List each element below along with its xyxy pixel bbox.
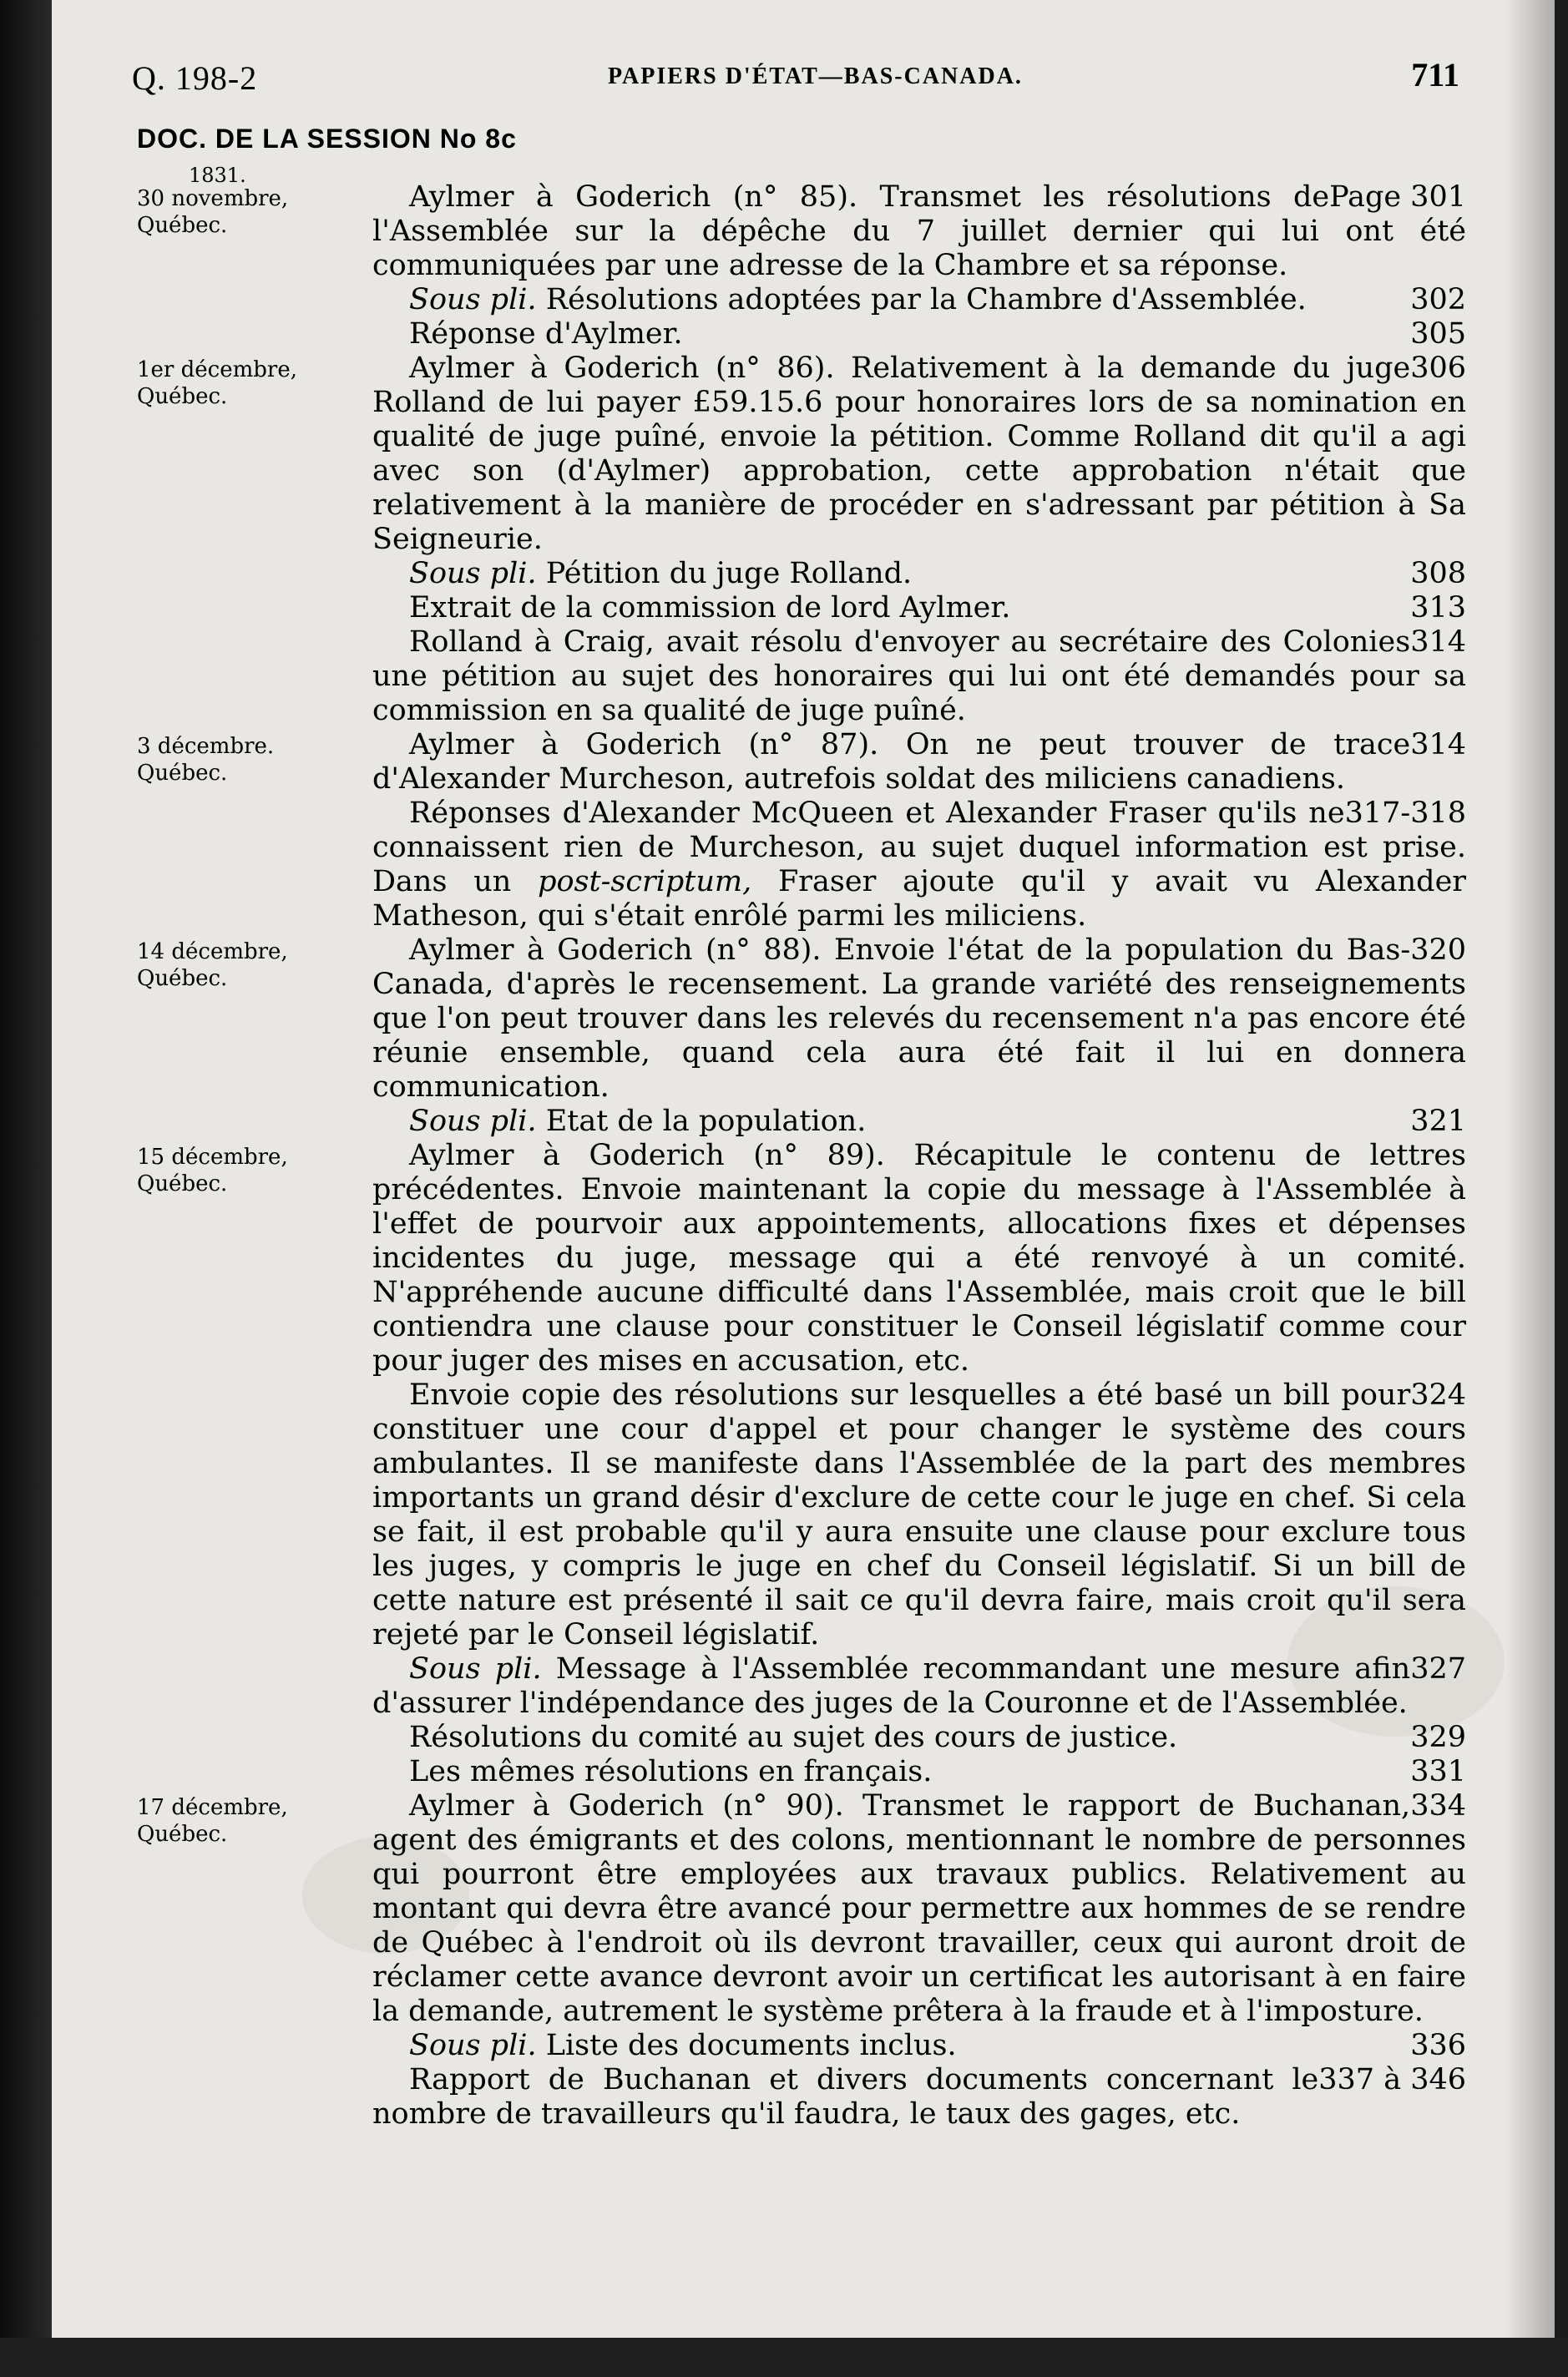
enclosure-text: Réponse d'Aylmer. bbox=[409, 317, 683, 351]
enclosure-item bbox=[372, 1378, 1466, 1652]
page-reference: 308 bbox=[1410, 557, 1466, 590]
page-reference: 305 bbox=[1410, 317, 1466, 351]
enclosure-text: Réponses d'Alexander McQueen et Alexander Fraser qu'ils ne connaissent rien de Murcheson, au sujet duquel information est prise. Dans un bbox=[372, 797, 1466, 898]
running-header bbox=[132, 48, 1459, 99]
entry-date-day: 15 décembre, bbox=[137, 1145, 288, 1170]
enclosure-item bbox=[372, 797, 1466, 933]
enclosure-text: Liste des documents inclus. bbox=[545, 2029, 957, 2062]
page-number: 711 bbox=[1411, 56, 1459, 94]
document-reference: Q. 198-2 bbox=[132, 59, 258, 97]
entry-summary-text: Aylmer à Goderich (n° 90). Transmet le rapport de Buchanan, agent des émigrants et des colons, mentionnant le nombre de personnes qui pourront être employées aux travaux publics. Relativement au montant qui devra être avancé pour permettre aux hommes de se rendre de Québec à l'endroit où ils devront travailler, ceux qui auront droit de réclamer cette avance devront avoir un certificat les autorisant à en faire la demande, autrement le système prêtera à la fraude et à l'imposture. bbox=[372, 1789, 1466, 2028]
entry-date-day: 1er décembre, bbox=[137, 357, 297, 382]
page-reference: 324 bbox=[1410, 1378, 1466, 1412]
entry-date-place: Québec. bbox=[137, 1822, 228, 1847]
entry-text bbox=[372, 180, 1466, 351]
page-reference: 329 bbox=[1410, 1721, 1466, 1754]
enclosure-label: Sous pli. bbox=[409, 1105, 537, 1138]
entry-summary-text: Aylmer à Goderich (n° 87). On ne peut trouver de trace d'Alexander Murcheson, autrefois soldat des miliciens canadiens. bbox=[372, 728, 1411, 796]
entry-summary-text: Aylmer à Goderich (n° 85). Transmet les résolutions de l'Assemblée sur la dépêche du 7 juillet dernier qui lui ont été communiquées par une adresse de la Chambre et sa réponse. bbox=[372, 180, 1466, 282]
enclosure-item bbox=[372, 1105, 1466, 1139]
enclosure-item bbox=[372, 2063, 1466, 2132]
enclosure-item bbox=[372, 625, 1466, 728]
running-title: PAPIERS D'ÉTAT—BAS-CANADA. bbox=[608, 63, 1023, 89]
entry-date-place: Québec. bbox=[137, 966, 228, 991]
entry-date bbox=[137, 938, 304, 992]
entry-text bbox=[372, 1139, 1466, 1789]
page-reference: 302 bbox=[1410, 283, 1466, 316]
entry-summary bbox=[372, 933, 1466, 1105]
entry-date bbox=[137, 1794, 304, 1848]
entry-date bbox=[137, 357, 304, 410]
entry-date bbox=[137, 185, 304, 239]
entry-summary bbox=[372, 180, 1466, 283]
entry-text bbox=[372, 933, 1466, 1139]
entry-text bbox=[372, 728, 1466, 933]
entry-date bbox=[137, 1144, 304, 1197]
enclosure-item bbox=[372, 591, 1466, 625]
entry-date-day: 30 novembre, bbox=[137, 186, 289, 211]
page-reference: 314 bbox=[1410, 625, 1466, 659]
entry-text bbox=[372, 1789, 1466, 2132]
entry-summary bbox=[372, 351, 1466, 557]
entry-summary-text: Aylmer à Goderich (n° 89). Récapitule le contenu de lettres précédentes. Envoie maintenant la copie du message à l'Assemblée à l'effet de pourvoir aux appointements, allocations fixes et dépenses incidentes du juge, message qui a été renvoyé à un comité. N'appréhende aucune difficulté dans l'Assemblée, mais croit que le bill contiendra une clause pour constituer le Conseil législatif comme cour pour juger des mises en accusation, etc. bbox=[372, 1139, 1466, 1378]
scan-bottom-edge bbox=[0, 2338, 1568, 2377]
enclosure-text: Résolutions adoptées par la Chambre d'Assemblée. bbox=[545, 283, 1307, 316]
entry-date-day: 17 décembre, bbox=[137, 1795, 288, 1820]
enclosure-label: Sous pli. bbox=[409, 283, 537, 316]
enclosure-label: Sous pli. bbox=[409, 557, 537, 590]
entry-summary bbox=[372, 1139, 1466, 1378]
enclosure-item bbox=[372, 1755, 1466, 1789]
enclosure-text: Message à l'Assemblée recommandant une mesure afin d'assurer l'indépendance des juges de la Couronne et de l'Assemblée. bbox=[372, 1652, 1411, 1720]
calendar-entries bbox=[137, 180, 1467, 2132]
entry-summary bbox=[372, 728, 1466, 797]
enclosure-text: Extrait de la commission de lord Aylmer. bbox=[409, 591, 1011, 625]
enclosure-item bbox=[372, 2029, 1466, 2063]
page-reference: Page 301 bbox=[1329, 180, 1466, 214]
enclosure-text: Pétition du juge Rolland. bbox=[545, 557, 913, 590]
entry-date-place: Québec. bbox=[137, 761, 228, 786]
page-reference: 327 bbox=[1410, 1652, 1466, 1686]
book-gutter bbox=[0, 0, 52, 2377]
enclosure-item bbox=[372, 283, 1466, 317]
entry-text bbox=[372, 351, 1466, 728]
page-reference: 321 bbox=[1410, 1105, 1466, 1138]
calendar-entry bbox=[137, 1789, 1464, 2132]
page-reference: 306 bbox=[1410, 351, 1466, 385]
entry-date-place: Québec. bbox=[137, 213, 228, 238]
entry-summary-text: Aylmer à Goderich (n° 86). Relativement à la demande du juge Rolland de lui payer £59.15.6 pour honoraires lors de sa nomination en qualité de juge puîné, envoie la pétition. Comme Rolland dit qu'il a agi avec son (d'Aylmer) approbation, cette approbation n'était que relativement à la manière de procéder en s'adressant par pétition à Sa Seigneurie. bbox=[372, 351, 1466, 556]
enclosure-italic: post-scriptum, bbox=[538, 865, 752, 898]
enclosure-text: Rolland à Craig, avait résolu d'envoyer au secrétaire des Colonies une pétition au sujet des honoraires qui lui ont été demandés pour sa commission en sa qualité de juge puîné. bbox=[372, 625, 1466, 727]
page-reference: 313 bbox=[1410, 591, 1466, 625]
page-reference: 334 bbox=[1410, 1789, 1466, 1823]
calendar-entry bbox=[137, 180, 1464, 351]
calendar-entry bbox=[137, 1139, 1464, 1789]
enclosure-label: Sous pli. bbox=[409, 1652, 542, 1686]
calendar-entry bbox=[137, 351, 1464, 728]
enclosure-item bbox=[372, 1652, 1466, 1721]
enclosure-text: Etat de la population. bbox=[545, 1105, 867, 1138]
enclosure-item bbox=[372, 317, 1466, 351]
entry-date bbox=[137, 733, 304, 786]
page-curl-shadow bbox=[1505, 0, 1555, 2338]
page-reference: 317-318 bbox=[1344, 797, 1466, 830]
year-label: 1831. bbox=[189, 164, 246, 187]
page-reference: 336 bbox=[1410, 2029, 1466, 2062]
page-reference: 337 à 346 bbox=[1318, 2063, 1466, 2096]
session-document-label: DOC. DE LA SESSION No 8c bbox=[137, 124, 517, 154]
enclosure-text-cont: Fraser ajoute qu'il y avait vu Alexander Matheson, qui s'était enrôlé parmi les miliciens. bbox=[372, 865, 1467, 933]
enclosure-item bbox=[372, 557, 1466, 591]
page-reference: 320 bbox=[1410, 933, 1466, 967]
enclosure-text: Résolutions du comité au sujet des cours de justice. bbox=[409, 1721, 1178, 1754]
page-reference: 314 bbox=[1410, 728, 1466, 761]
enclosure-text: Envoie copie des résolutions sur lesquelles a été basé un bill pour constituer une cour d'appel et pour changer le système des cours ambulantes. Il se manifeste dans l'Assemblée de la part des membres importants un grand désir d'exclure de cette cour le juge en chef. Si cela se fait, il est probable qu'il y aura ensuite une clause pour exclure tous les juges, y compris le juge en chef du Conseil législatif. Si un bill de cette nature est présenté il sait ce qu'il devra faire, mais croit qu'il sera rejeté par le Conseil législatif. bbox=[372, 1378, 1466, 1651]
calendar-entry bbox=[137, 728, 1467, 933]
page-reference: 331 bbox=[1410, 1755, 1466, 1788]
entry-date-day: 14 décembre, bbox=[137, 939, 288, 964]
entry-date-day: 3 décembre. bbox=[137, 734, 275, 759]
entry-date-place: Québec. bbox=[137, 1171, 228, 1196]
enclosure-text: Les mêmes résolutions en français. bbox=[409, 1755, 933, 1788]
entry-date-place: Québec. bbox=[137, 384, 228, 409]
entry-summary bbox=[372, 1789, 1466, 2029]
calendar-entry bbox=[137, 933, 1464, 1139]
enclosure-item bbox=[372, 1721, 1466, 1755]
enclosure-text: Rapport de Buchanan et divers documents concernant le nombre de travailleurs qu'il faudra, le taux des gages, etc. bbox=[372, 2063, 1319, 2131]
enclosure-label: Sous pli. bbox=[409, 2029, 537, 2062]
entry-summary-text: Aylmer à Goderich (n° 88). Envoie l'état de la population du Bas-Canada, d'après le recensement. La grande variété des renseignements que l'on peut trouver dans les relevés du recensement n'a pas encore été réunie ensemble, quand cela aura été fait il lui en donnera communication. bbox=[372, 933, 1466, 1104]
